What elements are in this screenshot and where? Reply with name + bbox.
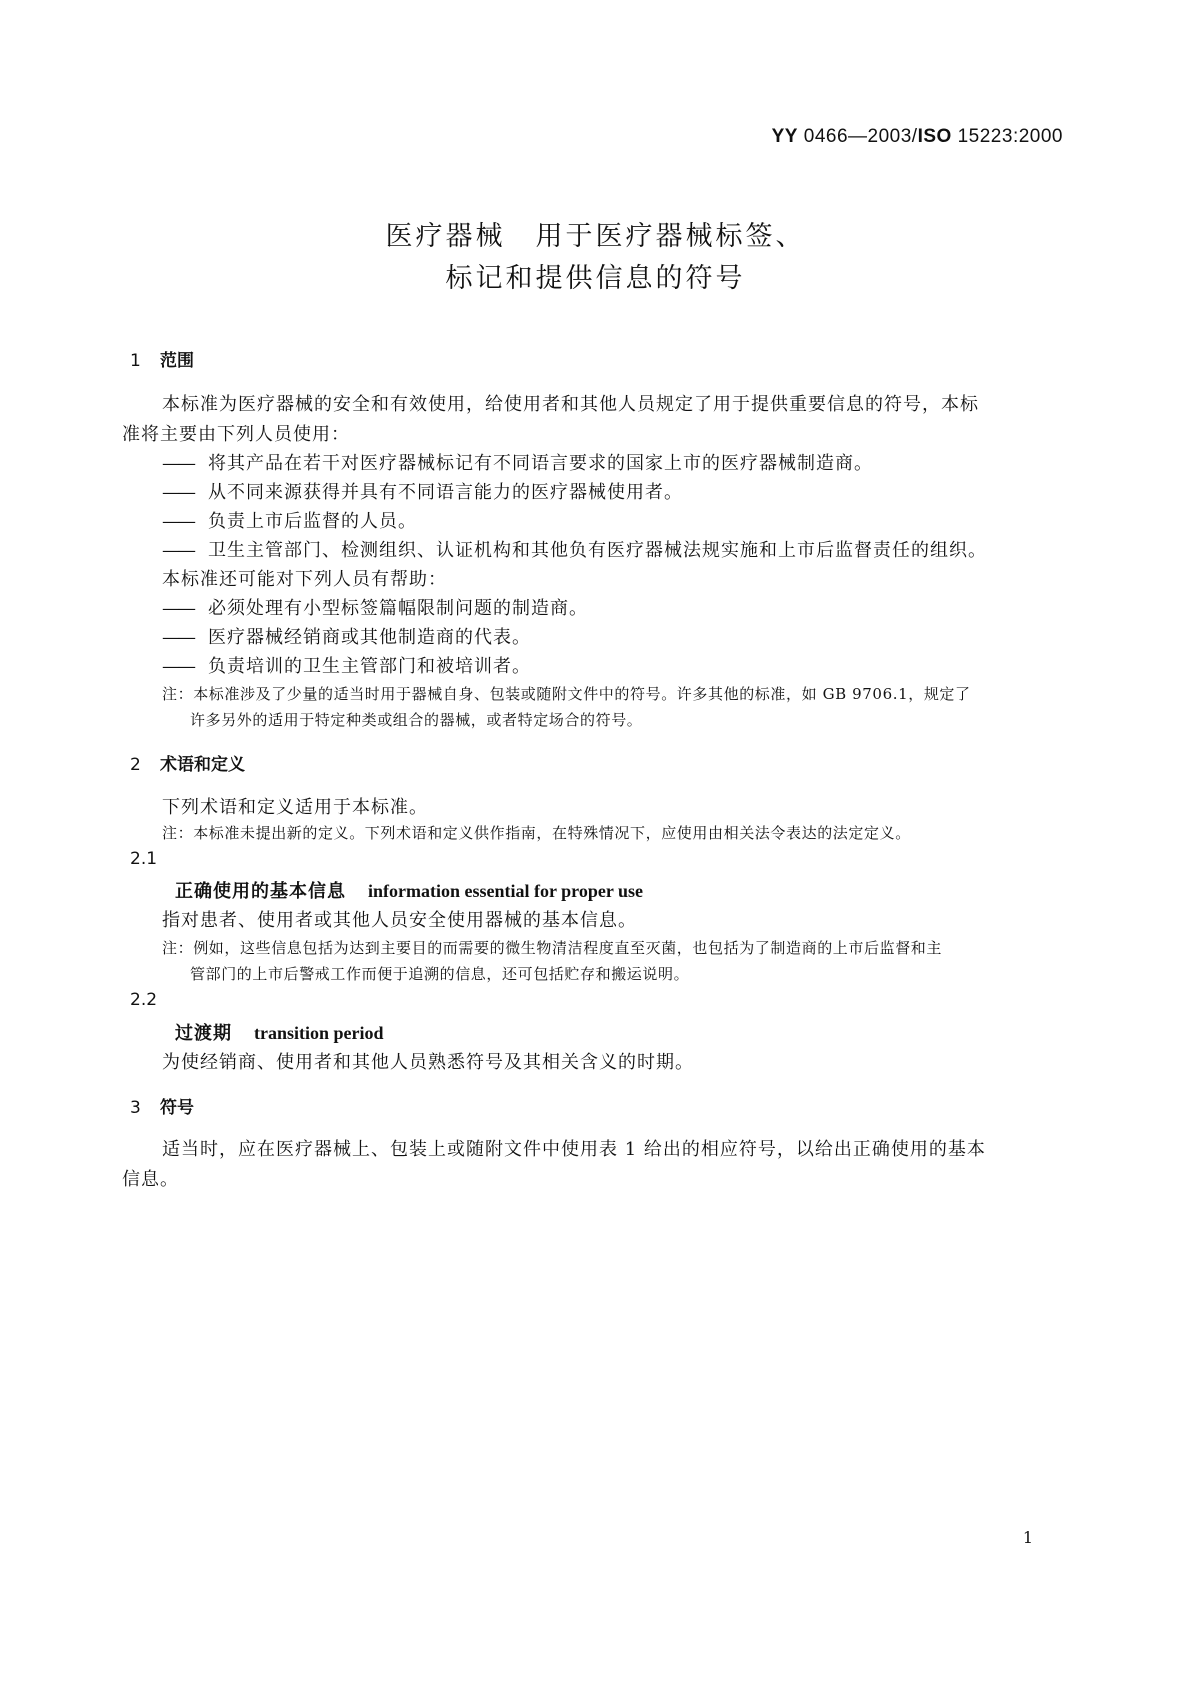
s1-note-line1: 注：本标准涉及了少量的适当时用于器械自身、包装或随附文件中的符号。许多其他的标准，如 GB 9706.1，规定了 xyxy=(162,685,971,703)
section-number: 2 xyxy=(130,755,141,775)
section-title: 术语和定义 xyxy=(160,755,245,775)
list-item xyxy=(162,536,987,562)
list-item-text: 医疗器械经销商或其他制造商的代表。 xyxy=(208,627,531,648)
section-number: 1 xyxy=(130,351,141,371)
s2-1-note-line1: 注：例如，这些信息包括为达到主要目的而需要的微生物清洁程度直至灭菌，也包括为了制造商的上市后监督和主 xyxy=(162,939,943,957)
dash-marker: —— xyxy=(162,598,194,619)
dash-marker: —— xyxy=(162,540,194,561)
list-item xyxy=(162,507,417,533)
title-line-2: 标记和提供信息的符号 xyxy=(445,263,746,294)
s2-para: 下列术语和定义适用于本标准。 xyxy=(162,797,428,818)
code-prefix-iso: ISO xyxy=(917,126,952,147)
s1-para1-line2: 准将主要由下列人员使用： xyxy=(122,424,350,445)
s2-note: 注：本标准未提出新的定义。下列术语和定义供作指南，在特殊情况下，应使用由相关法令表达的法定定义。 xyxy=(162,824,911,842)
list-item-text: 必须处理有小型标签篇幅限制问题的制造商。 xyxy=(208,598,588,619)
list-item xyxy=(162,449,873,475)
list-item xyxy=(162,478,683,504)
section-title: 范围 xyxy=(160,351,194,371)
dash-marker: —— xyxy=(162,482,194,503)
standard-code xyxy=(772,126,1063,148)
title-line-1: 医疗器械 用于医疗器械标签、 xyxy=(385,221,806,252)
code-iso-number: 15223:2000 xyxy=(957,126,1063,147)
term-english: information essential for proper use xyxy=(368,881,643,901)
code-number: 0466—2003/ xyxy=(803,126,918,147)
section-number: 3 xyxy=(130,1098,141,1118)
list-item-text: 负责培训的卫生主管部门和被培训者。 xyxy=(208,656,531,677)
dash-marker: —— xyxy=(162,511,194,532)
list-item xyxy=(162,652,531,678)
section-title: 符号 xyxy=(160,1098,194,1118)
subsection-2-2-number: 2.2 xyxy=(130,990,158,1010)
subsection-2-1-number: 2.1 xyxy=(130,849,158,869)
term-chinese: 正确使用的基本信息 xyxy=(175,881,346,902)
term-chinese: 过渡期 xyxy=(175,1023,232,1044)
s3-para-line1: 适当时，应在医疗器械上、包装上或随附文件中使用表 1 给出的相应符号，以给出正确使用的基本 xyxy=(162,1139,986,1160)
dash-marker: —— xyxy=(162,453,194,474)
list-item xyxy=(162,623,531,649)
s1-note-line2: 许多另外的适用于特定种类或组合的器械，或者特定场合的符号。 xyxy=(190,711,643,729)
section-3-heading xyxy=(130,1093,194,1118)
page-number: 1 xyxy=(1022,1528,1033,1547)
list-item-text: 从不同来源获得并具有不同语言能力的医疗器械使用者。 xyxy=(208,482,683,503)
term-english: transition period xyxy=(254,1023,384,1043)
term-2-1-definition: 指对患者、使用者或其他人员安全使用器械的基本信息。 xyxy=(162,910,637,931)
term-2-1 xyxy=(175,877,643,903)
s1-para1-line1: 本标准为医疗器械的安全和有效使用，给使用者和其他人员规定了用于提供重要信息的符号，本标 xyxy=(162,394,979,415)
section-1-heading xyxy=(130,346,194,371)
code-prefix-yy: YY xyxy=(771,126,798,147)
s2-1-note-line2: 管部门的上市后警戒工作而便于追溯的信息，还可包括贮存和搬运说明。 xyxy=(190,965,690,983)
s1-para2: 本标准还可能对下列人员有帮助： xyxy=(162,569,447,590)
list-item-text: 负责上市后监督的人员。 xyxy=(208,511,417,532)
s3-para-line2: 信息。 xyxy=(122,1169,179,1190)
list-item-text: 卫生主管部门、检测组织、认证机构和其他负有医疗器械法规实施和上市后监督责任的组织。 xyxy=(208,540,987,561)
term-2-2 xyxy=(175,1019,384,1045)
dash-marker: —— xyxy=(162,627,194,648)
section-2-heading xyxy=(130,750,245,775)
term-2-2-definition: 为使经销商、使用者和其他人员熟悉符号及其相关含义的时期。 xyxy=(162,1052,694,1073)
list-item-text: 将其产品在若干对医疗器械标记有不同语言要求的国家上市的医疗器械制造商。 xyxy=(208,453,873,474)
dash-marker: —— xyxy=(162,656,194,677)
list-item xyxy=(162,594,588,620)
